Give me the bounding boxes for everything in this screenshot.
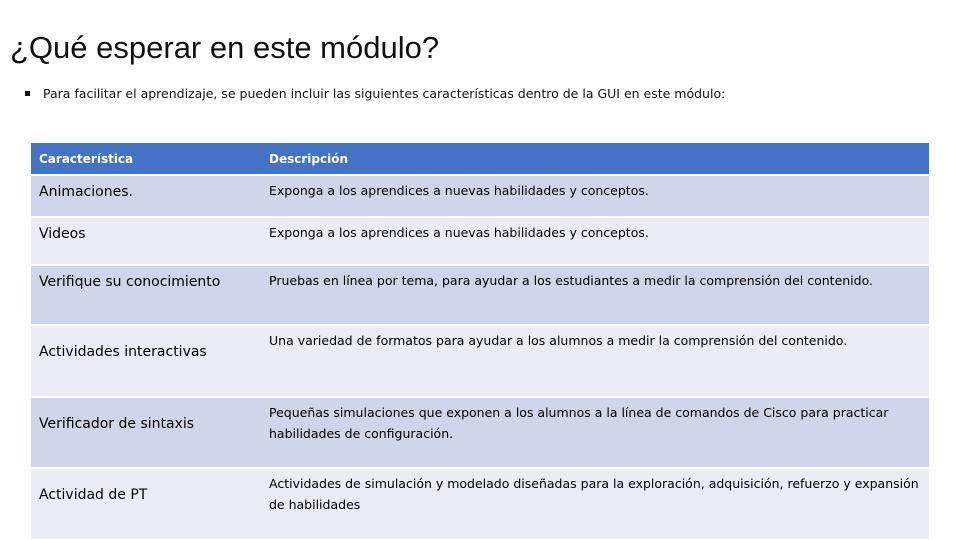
description-cell: Pruebas en línea por tema, para ayudar a los estudiantes a medir la comprensión del contenido. (261, 265, 929, 325)
feature-cell: Verifique su conocimiento (31, 265, 261, 325)
table-row (31, 217, 929, 265)
description-cell: Exponga a los aprendices a nuevas habilidades y conceptos. (261, 175, 929, 217)
feature-cell: Actividades interactivas (31, 325, 261, 397)
table-row (31, 397, 929, 468)
description-cell: Pequeñas simulaciones que exponen a los alumnos a la línea de comandos de Cisco para practicar habilidades de configuración. (261, 397, 929, 468)
page-title: ¿Qué esperar en este módulo? (10, 30, 440, 65)
intro-text (25, 86, 725, 101)
table-row (31, 265, 929, 325)
feature-cell: Videos (31, 217, 261, 265)
description-cell: Actividades de simulación y modelado diseñadas para la exploración, adquisición, refuerzo y expansión de habilidades (261, 468, 929, 539)
features-table (31, 143, 929, 539)
intro-label: Para facilitar el aprendizaje, se pueden incluir las siguientes características dentro de la GUI en este módulo: (43, 86, 726, 101)
table-header-row (31, 143, 929, 175)
square-bullet-icon (25, 91, 30, 96)
feature-cell: Actividad de PT (31, 468, 261, 539)
description-cell: Una variedad de formatos para ayudar a los alumnos a medir la comprensión del contenido. (261, 325, 929, 397)
table-row (31, 175, 929, 217)
feature-cell: Animaciones. (31, 175, 261, 217)
table-row (31, 325, 929, 397)
header-feature: Característica (31, 143, 261, 175)
header-description: Descripción (261, 143, 929, 175)
description-cell: Exponga a los aprendices a nuevas habilidades y conceptos. (261, 217, 929, 265)
table-row (31, 468, 929, 539)
feature-cell: Verificador de sintaxis (31, 397, 261, 468)
